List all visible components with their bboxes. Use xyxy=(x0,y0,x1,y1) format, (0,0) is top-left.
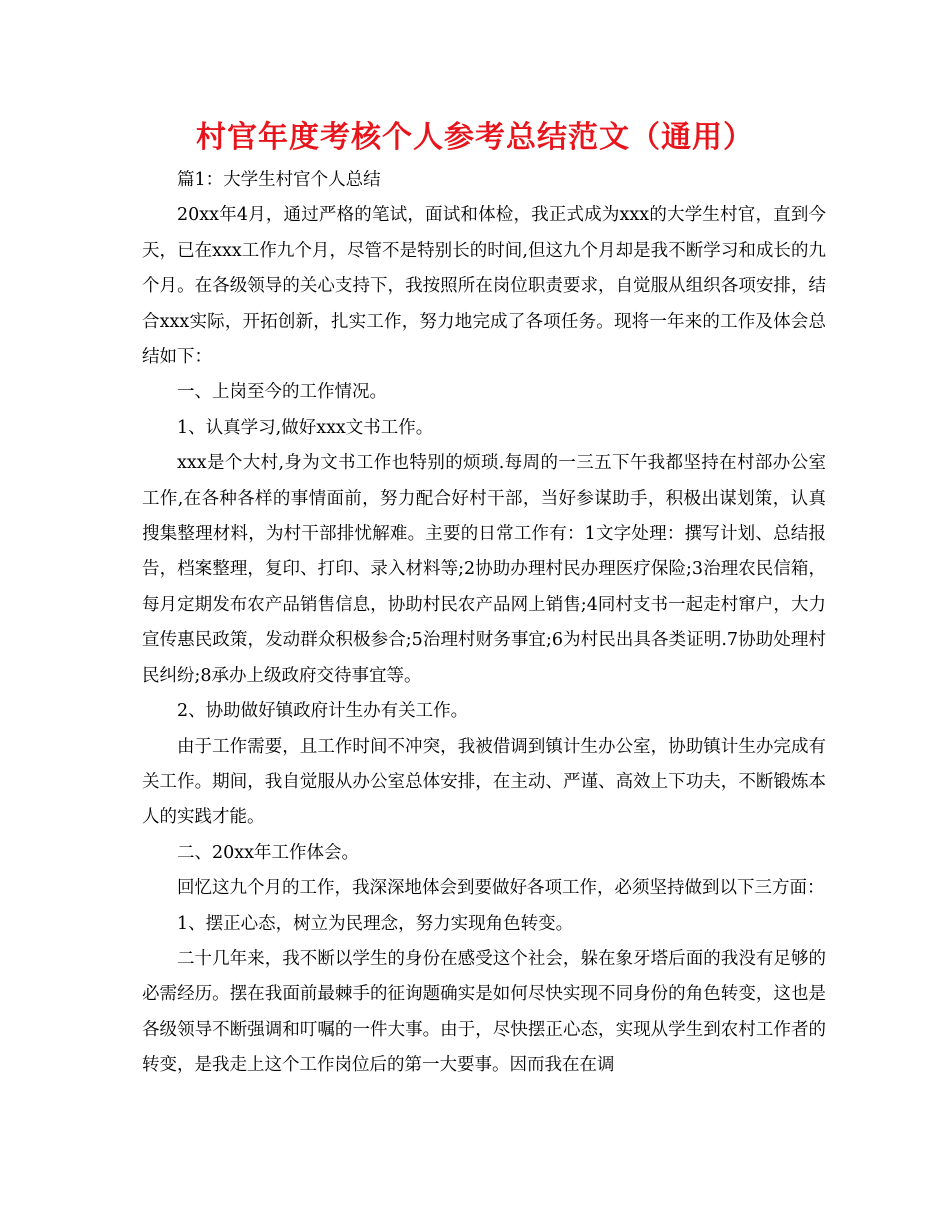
section-heading: 篇1：大学生村官个人总结 xyxy=(177,170,381,190)
paragraph: 由于工作需要，且工作时间不冲突，我被借调到镇计生办公室，协助镇计生办完成有关工作。期间，我自觉服从办公室总体安排，在主动、严谨、高效上下功夫，不断锻炼本人的实践才能。 xyxy=(142,736,826,828)
paragraph: 二十几年来，我不断以学生的身份在感受这个社会，躲在象牙塔后面的我没有足够的必需经历。摆在我面前最棘手的征询题确实是如何尽快实现不同身份的角色转变，这也是各级领导不断强调和叮嘱的一件大事。由于，尽快摆正心态，实现从学生到农村工作者的转变，是我走上这个工作岗位后的第一大要事。因而我在在调 xyxy=(142,948,826,1076)
subheading: 1、摆正心态，树立为民理念，努力实现角色转变。 xyxy=(177,913,574,934)
paragraph: 回忆这九个月的工作，我深深地体会到要做好各项工作，必须坚持做到以下三方面： xyxy=(177,878,825,899)
document-body xyxy=(142,163,826,1084)
paragraph: 20xx年4月，通过严格的笔试，面试和体检，我正式成为xxx的大学生村官，直到今天，已在xxx工作九个月，尽管不是特别长的时间,但这九个月却是我不断学习和成长的九个月。在各级领导的关心支持下，我按照所在岗位职责要求，自觉服从组织各项安排，结合xxx实际，开拓创新，扎实工作，努力地完成了各项任务。现将一年来的工作及体会总结如下： xyxy=(142,205,826,368)
paragraph: xxx是个大村,身为文书工作也特别的烦琐.每周的一三五下午我都坚持在村部办公室工作,在各种各样的事情面前，努力配合好村干部，当好参谋助手，积极出谋划策，认真搜集整理材料，为村干部排忧解难。主要的日常工作有：1文字处理：撰写计划、总结报告，档案整理，复印、打印、录入材料等;2协助办理村民办理医疗保险;3治理农民信箱，每月定期发布农产品销售信息，协助村民农产品网上销售;4同村支书一起走村窜户，大力宣传惠民政策，发动群众积极参合;5治理村财务事宜;6为村民出具各类证明.7协助处理村民纠纷;8承办上级政府交待事宜等。 xyxy=(142,453,826,686)
subheading: 2、协助做好镇政府计生办有关工作。 xyxy=(177,701,469,722)
subheading: 1、认真学习,做好xxx文书工作。 xyxy=(177,417,434,438)
document-title: 村官年度考核个人参考总结范文（通用） xyxy=(196,120,754,155)
subheading: 一、上岗至今的工作情况。 xyxy=(177,382,387,403)
subheading: 二、20xx年工作体会。 xyxy=(177,842,360,863)
